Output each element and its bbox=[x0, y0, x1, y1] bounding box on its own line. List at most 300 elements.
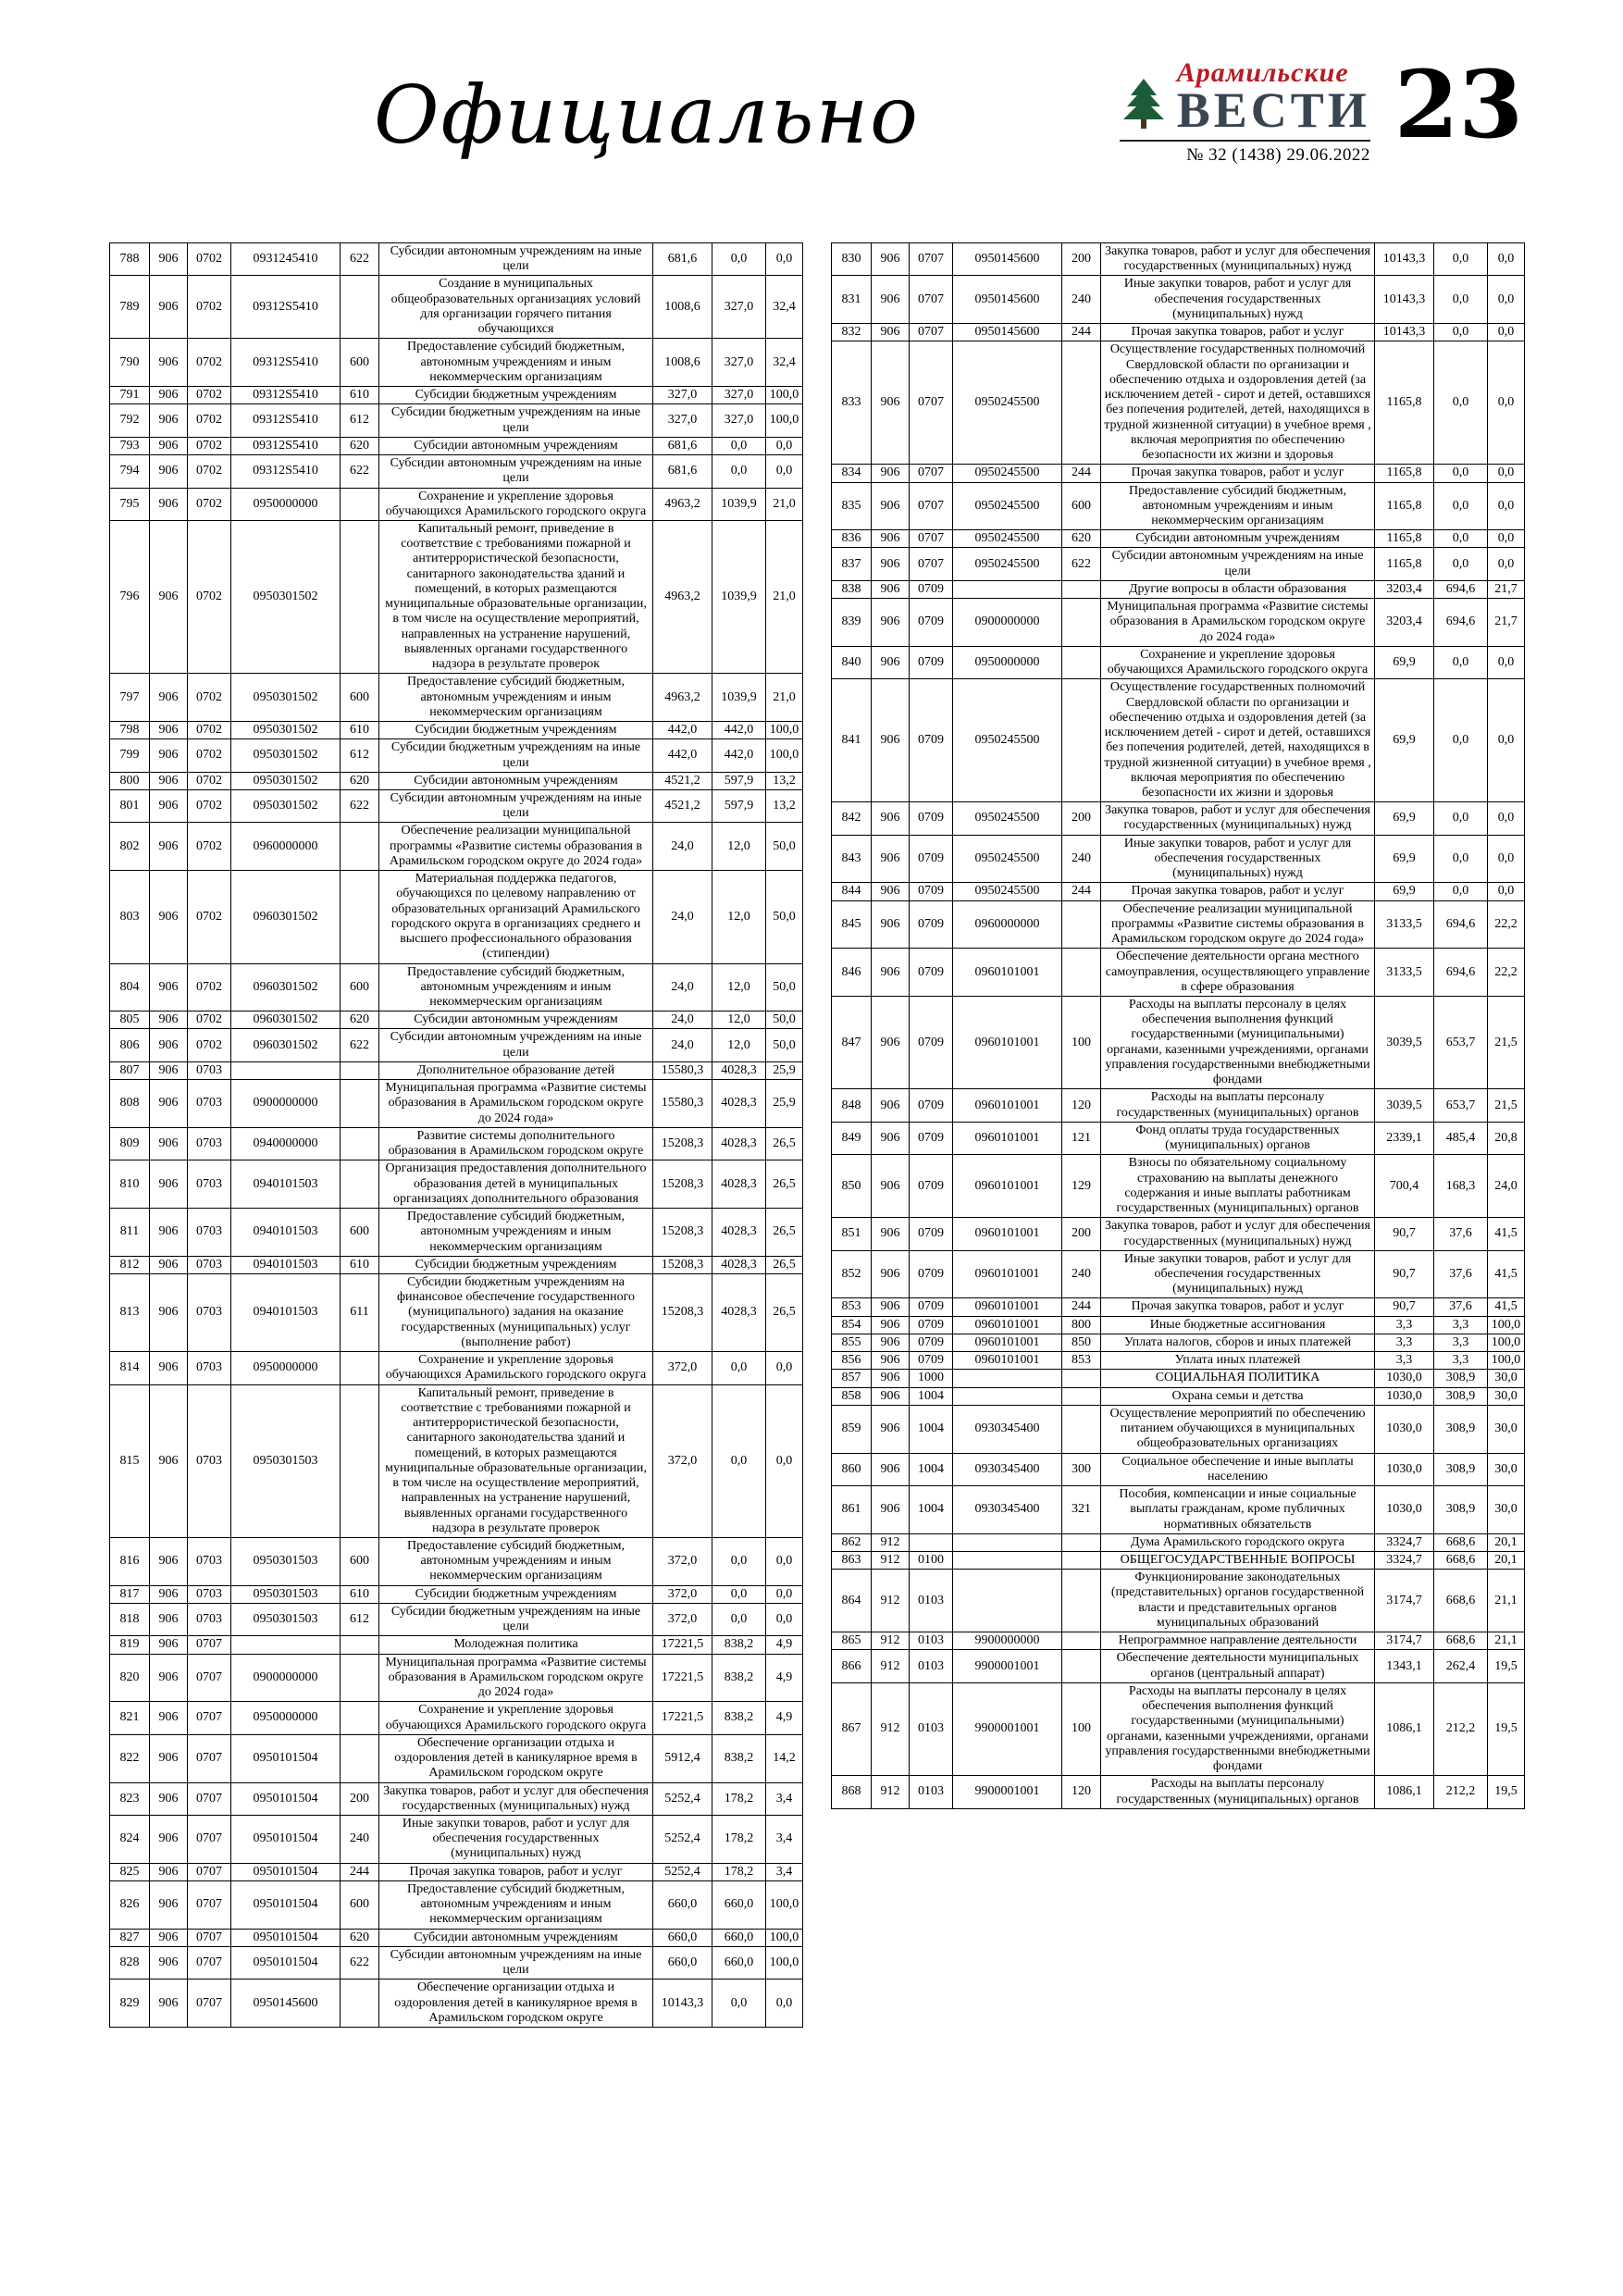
percent-cell: 25,9 bbox=[766, 1061, 803, 1079]
executed-cell: 694,6 bbox=[1434, 580, 1488, 598]
percent-cell: 100,0 bbox=[1488, 1316, 1525, 1334]
section-code-cell: 0703 bbox=[188, 1384, 231, 1537]
section-code-cell: 0707 bbox=[188, 1980, 231, 2028]
executed-cell: 0,0 bbox=[712, 243, 766, 276]
approved-cell: 24,0 bbox=[653, 823, 712, 871]
table-row bbox=[832, 1352, 1525, 1370]
section-code-cell: 0703 bbox=[188, 1061, 231, 1079]
target-article-cell: 0950245500 bbox=[953, 530, 1062, 548]
row-num-cell: 797 bbox=[110, 674, 150, 722]
executed-cell: 442,0 bbox=[712, 739, 766, 772]
item-name-cell: Развитие системы дополнительного образования в Арамильском городском округе bbox=[379, 1127, 653, 1160]
expense-type-cell: 200 bbox=[1062, 802, 1101, 835]
issue-info: № 32 (1438) 29.06.2022 bbox=[1186, 145, 1370, 166]
approved-cell: 17221,5 bbox=[653, 1654, 712, 1702]
grbs-code-cell: 906 bbox=[872, 548, 910, 580]
grbs-code-cell: 906 bbox=[150, 1782, 188, 1815]
percent-cell: 100,0 bbox=[766, 404, 803, 437]
item-name-cell: Субсидии автономным учреждениям на иные цели bbox=[379, 243, 653, 276]
grbs-code-cell: 912 bbox=[872, 1551, 910, 1569]
approved-cell: 3,3 bbox=[1375, 1352, 1434, 1370]
executed-cell: 0,0 bbox=[1434, 341, 1488, 465]
percent-cell: 26,5 bbox=[766, 1256, 803, 1273]
section-code-cell: 0703 bbox=[188, 1537, 231, 1585]
executed-cell: 0,0 bbox=[712, 1352, 766, 1384]
expense-type-cell bbox=[341, 1160, 379, 1209]
target-article-cell: 0950101504 bbox=[231, 1863, 341, 1880]
section-code-cell: 0707 bbox=[188, 1782, 231, 1815]
approved-cell: 24,0 bbox=[653, 1011, 712, 1029]
executed-cell: 327,0 bbox=[712, 404, 766, 437]
item-name-cell: Субсидии бюджетным учреждениям bbox=[379, 1256, 653, 1273]
expense-type-cell bbox=[341, 1654, 379, 1702]
executed-cell: 0,0 bbox=[712, 1384, 766, 1537]
executed-cell: 0,0 bbox=[1434, 679, 1488, 802]
target-article-cell: 0950000000 bbox=[231, 488, 341, 520]
percent-cell: 41,5 bbox=[1488, 1298, 1525, 1316]
target-article-cell: 0960101001 bbox=[953, 997, 1062, 1089]
grbs-code-cell: 906 bbox=[150, 1352, 188, 1384]
target-article-cell: 0960301502 bbox=[231, 1029, 341, 1061]
grbs-code-cell: 906 bbox=[150, 243, 188, 276]
section-code-cell: 0103 bbox=[910, 1650, 953, 1682]
expense-type-cell: 850 bbox=[1062, 1334, 1101, 1351]
percent-cell: 0,0 bbox=[1488, 646, 1525, 678]
section-code-cell: 0703 bbox=[188, 1160, 231, 1209]
row-num-cell: 813 bbox=[110, 1274, 150, 1352]
approved-cell: 17221,5 bbox=[653, 1702, 712, 1734]
target-article-cell: 0950245500 bbox=[953, 341, 1062, 465]
section-code-cell: 0703 bbox=[188, 1274, 231, 1352]
section-code-cell: 0707 bbox=[910, 465, 953, 482]
target-article-cell: 0960101001 bbox=[953, 1089, 1062, 1122]
expense-type-cell: 600 bbox=[341, 339, 379, 387]
expense-type-cell bbox=[341, 1061, 379, 1079]
approved-cell: 15208,3 bbox=[653, 1256, 712, 1273]
item-name-cell: Субсидии автономным учреждениям bbox=[379, 772, 653, 789]
target-article-cell: 0950245500 bbox=[953, 548, 1062, 580]
table-row bbox=[110, 772, 803, 789]
item-name-cell: Субсидии автономным учреждениям bbox=[1101, 530, 1375, 548]
expense-type-cell bbox=[1062, 1387, 1101, 1405]
expense-type-cell: 121 bbox=[1062, 1122, 1101, 1154]
row-num-cell: 821 bbox=[110, 1702, 150, 1734]
target-article-cell: 0931245410 bbox=[231, 243, 341, 276]
approved-cell: 660,0 bbox=[653, 1880, 712, 1929]
table-row bbox=[110, 488, 803, 520]
target-article-cell: 09312S5410 bbox=[231, 437, 341, 454]
brand-name-top: Арамильские bbox=[1176, 57, 1349, 88]
item-name-cell: ОБЩЕГОСУДАРСТВЕННЫЕ ВОПРОСЫ bbox=[1101, 1551, 1375, 1569]
brand-row bbox=[1120, 57, 1370, 138]
expense-type-cell bbox=[1062, 1570, 1101, 1632]
grbs-code-cell: 912 bbox=[872, 1632, 910, 1650]
percent-cell: 50,0 bbox=[766, 823, 803, 871]
expense-type-cell: 120 bbox=[1062, 1089, 1101, 1122]
percent-cell: 32,4 bbox=[766, 276, 803, 339]
executed-cell: 3,3 bbox=[1434, 1352, 1488, 1370]
approved-cell: 10143,3 bbox=[1375, 324, 1434, 341]
section-code-cell: 0707 bbox=[188, 1654, 231, 1702]
section-code-cell: 0702 bbox=[188, 963, 231, 1011]
expense-type-cell bbox=[341, 1384, 379, 1537]
target-article-cell: 0950301502 bbox=[231, 739, 341, 772]
section-code-cell: 0707 bbox=[910, 482, 953, 530]
approved-cell: 3174,7 bbox=[1375, 1632, 1434, 1650]
section-code-cell: 0707 bbox=[188, 1734, 231, 1782]
row-num-cell: 854 bbox=[832, 1316, 872, 1334]
row-num-cell: 868 bbox=[832, 1776, 872, 1808]
row-num-cell: 795 bbox=[110, 488, 150, 520]
row-num-cell: 828 bbox=[110, 1946, 150, 1979]
row-num-cell: 829 bbox=[110, 1980, 150, 2028]
target-article-cell: 0950000000 bbox=[231, 1352, 341, 1384]
approved-cell: 1008,6 bbox=[653, 276, 712, 339]
grbs-code-cell: 906 bbox=[150, 1585, 188, 1603]
approved-cell: 69,9 bbox=[1375, 883, 1434, 900]
approved-cell: 90,7 bbox=[1375, 1298, 1434, 1316]
percent-cell: 26,5 bbox=[766, 1160, 803, 1209]
percent-cell: 4,9 bbox=[766, 1702, 803, 1734]
target-article-cell: 0950101504 bbox=[231, 1734, 341, 1782]
table-row bbox=[832, 1089, 1525, 1122]
table-row bbox=[832, 1316, 1525, 1334]
expense-type-cell: 622 bbox=[341, 455, 379, 488]
percent-cell: 4,9 bbox=[766, 1654, 803, 1702]
executed-cell: 4028,3 bbox=[712, 1160, 766, 1209]
executed-cell: 37,6 bbox=[1434, 1298, 1488, 1316]
section-code-cell: 0702 bbox=[188, 823, 231, 871]
target-article-cell: 0950301502 bbox=[231, 674, 341, 722]
row-num-cell: 802 bbox=[110, 823, 150, 871]
item-name-cell: Прочая закупка товаров, работ и услуг bbox=[1101, 883, 1375, 900]
grbs-code-cell: 906 bbox=[872, 599, 910, 647]
item-name-cell: Обеспечение реализации муниципальной программы «Развитие системы образования в Арамильском городском округе до 2024 года» bbox=[1101, 900, 1375, 949]
target-article-cell: 0950145600 bbox=[953, 276, 1062, 324]
table-row bbox=[832, 1682, 1525, 1775]
grbs-code-cell: 906 bbox=[150, 1537, 188, 1585]
table-row bbox=[832, 1551, 1525, 1569]
percent-cell: 13,2 bbox=[766, 772, 803, 789]
item-name-cell: Иные закупки товаров, работ и услуг для обеспечения государственных (муниципальных) нужд bbox=[379, 1815, 653, 1863]
item-name-cell: Социальное обеспечение и иные выплаты населению bbox=[1101, 1453, 1375, 1485]
item-name-cell: Муниципальная программа «Развитие системы образования в Арамильском городском округе до 2024 года» bbox=[379, 1654, 653, 1702]
section-code-cell: 0702 bbox=[188, 455, 231, 488]
item-name-cell: Субсидии автономным учреждениям bbox=[379, 1929, 653, 1946]
item-name-cell: Капитальный ремонт, приведение в соответствие с требованиями пожарной и антитеррористической безопасности, санитарного законодательства зданий и помещений, в которых размещаются муниципальные образовательные организации, в том числе на осуществление мероприятий, направленных на устранение нарушений, выявленных органами государственного надзора в результате проверок bbox=[379, 520, 653, 673]
target-article-cell: 0950301503 bbox=[231, 1384, 341, 1537]
target-article-cell bbox=[231, 1061, 341, 1079]
item-name-cell: Расходы на выплаты персоналу в целях обеспечения выполнения функций государственными (муниципальными) органами, казенными учреждениями, органами управления государственными внебюджетными фондами bbox=[1101, 997, 1375, 1089]
percent-cell: 0,0 bbox=[1488, 276, 1525, 324]
table-row bbox=[110, 520, 803, 673]
section-code-cell: 0709 bbox=[910, 949, 953, 997]
section-code-cell: 0103 bbox=[910, 1632, 953, 1650]
approved-cell: 15208,3 bbox=[653, 1127, 712, 1160]
table-row bbox=[110, 437, 803, 454]
table-row bbox=[110, 387, 803, 404]
table-row bbox=[832, 997, 1525, 1089]
executed-cell: 4028,3 bbox=[712, 1061, 766, 1079]
percent-cell: 100,0 bbox=[766, 387, 803, 404]
row-num-cell: 850 bbox=[832, 1155, 872, 1218]
executed-cell: 694,6 bbox=[1434, 599, 1488, 647]
executed-cell: 12,0 bbox=[712, 1029, 766, 1061]
expense-type-cell: 129 bbox=[1062, 1155, 1101, 1218]
grbs-code-cell: 906 bbox=[150, 1029, 188, 1061]
executed-cell: 442,0 bbox=[712, 722, 766, 739]
row-num-cell: 798 bbox=[110, 722, 150, 739]
row-num-cell: 789 bbox=[110, 276, 150, 339]
item-name-cell: Обеспечение организации отдыха и оздоровления детей в каникулярное время в Арамильском городском округе bbox=[379, 1734, 653, 1782]
expense-type-cell bbox=[1062, 646, 1101, 678]
item-name-cell: Взносы по обязательному социальному страхованию на выплаты денежного содержания и иные выплаты работникам государственных (муниципальных) органов bbox=[1101, 1155, 1375, 1218]
row-num-cell: 807 bbox=[110, 1061, 150, 1079]
target-article-cell: 09312S5410 bbox=[231, 387, 341, 404]
grbs-code-cell: 906 bbox=[872, 802, 910, 835]
section-code-cell: 0703 bbox=[188, 1256, 231, 1273]
table-row bbox=[832, 465, 1525, 482]
target-article-cell: 0930345400 bbox=[953, 1486, 1062, 1534]
section-code-cell: 0709 bbox=[910, 1122, 953, 1154]
approved-cell: 372,0 bbox=[653, 1384, 712, 1537]
grbs-code-cell: 906 bbox=[872, 1316, 910, 1334]
grbs-code-cell: 906 bbox=[872, 1352, 910, 1370]
executed-cell: 168,3 bbox=[1434, 1155, 1488, 1218]
percent-cell: 0,0 bbox=[766, 1603, 803, 1635]
table-row bbox=[110, 871, 803, 963]
item-name-cell: Субсидии бюджетным учреждениям bbox=[379, 387, 653, 404]
table-row bbox=[110, 1011, 803, 1029]
executed-cell: 653,7 bbox=[1434, 997, 1488, 1089]
approved-cell: 681,6 bbox=[653, 243, 712, 276]
section-code-cell: 0702 bbox=[188, 789, 231, 822]
target-article-cell: 0900000000 bbox=[231, 1080, 341, 1128]
executed-cell: 660,0 bbox=[712, 1929, 766, 1946]
table-row bbox=[110, 1603, 803, 1635]
section-code-cell: 0709 bbox=[910, 900, 953, 949]
table-row bbox=[110, 1080, 803, 1128]
executed-cell: 485,4 bbox=[1434, 1122, 1488, 1154]
section-code-cell: 0707 bbox=[188, 1929, 231, 1946]
item-name-cell: Осуществление мероприятий по обеспечению питанием обучающихся в муниципальных общеобразовательных организациях bbox=[1101, 1405, 1375, 1453]
executed-cell: 212,2 bbox=[1434, 1776, 1488, 1808]
section-code-cell: 0702 bbox=[188, 1011, 231, 1029]
target-article-cell: 0950145600 bbox=[953, 324, 1062, 341]
percent-cell: 0,0 bbox=[1488, 324, 1525, 341]
percent-cell: 0,0 bbox=[1488, 679, 1525, 802]
executed-cell: 308,9 bbox=[1434, 1387, 1488, 1405]
target-article-cell: 0960101001 bbox=[953, 1155, 1062, 1218]
row-num-cell: 831 bbox=[832, 276, 872, 324]
percent-cell: 4,9 bbox=[766, 1636, 803, 1654]
approved-cell: 372,0 bbox=[653, 1585, 712, 1603]
expense-type-cell bbox=[1062, 341, 1101, 465]
grbs-code-cell: 906 bbox=[150, 1980, 188, 2028]
item-name-cell: Субсидии автономным учреждениям на иные цели bbox=[379, 1946, 653, 1979]
row-num-cell: 855 bbox=[832, 1334, 872, 1351]
section-code-cell: 0709 bbox=[910, 1298, 953, 1316]
grbs-code-cell: 906 bbox=[872, 835, 910, 883]
item-name-cell: Расходы на выплаты персоналу государственных (муниципальных) органов bbox=[1101, 1089, 1375, 1122]
expense-type-cell: 622 bbox=[1062, 548, 1101, 580]
expense-type-cell: 240 bbox=[1062, 276, 1101, 324]
percent-cell: 20,8 bbox=[1488, 1122, 1525, 1154]
percent-cell: 26,5 bbox=[766, 1274, 803, 1352]
item-name-cell: Предоставление субсидий бюджетным, автономным учреждениям и иным некоммерческим организациям bbox=[379, 1209, 653, 1257]
approved-cell: 442,0 bbox=[653, 739, 712, 772]
approved-cell: 3,3 bbox=[1375, 1334, 1434, 1351]
approved-cell: 660,0 bbox=[653, 1946, 712, 1979]
percent-cell: 25,9 bbox=[766, 1080, 803, 1128]
target-article-cell: 0950301503 bbox=[231, 1537, 341, 1585]
row-num-cell: 817 bbox=[110, 1585, 150, 1603]
approved-cell: 372,0 bbox=[653, 1537, 712, 1585]
item-name-cell: Уплата налогов, сборов и иных платежей bbox=[1101, 1334, 1375, 1351]
grbs-code-cell: 906 bbox=[150, 455, 188, 488]
grbs-code-cell: 906 bbox=[150, 1127, 188, 1160]
percent-cell: 0,0 bbox=[766, 1537, 803, 1585]
expense-type-cell bbox=[1062, 599, 1101, 647]
grbs-code-cell: 906 bbox=[150, 674, 188, 722]
table-row bbox=[832, 324, 1525, 341]
percent-cell: 26,5 bbox=[766, 1209, 803, 1257]
approved-cell: 5912,4 bbox=[653, 1734, 712, 1782]
row-num-cell: 867 bbox=[832, 1682, 872, 1775]
row-num-cell: 833 bbox=[832, 341, 872, 465]
row-num-cell: 809 bbox=[110, 1127, 150, 1160]
page-number: 23 bbox=[1394, 50, 1523, 159]
item-name-cell: Субсидии автономным учреждениям bbox=[379, 1011, 653, 1029]
percent-cell: 21,1 bbox=[1488, 1570, 1525, 1632]
percent-cell: 100,0 bbox=[766, 739, 803, 772]
grbs-code-cell: 906 bbox=[150, 1815, 188, 1863]
percent-cell: 21,7 bbox=[1488, 599, 1525, 647]
target-article-cell: 0930345400 bbox=[953, 1453, 1062, 1485]
row-num-cell: 834 bbox=[832, 465, 872, 482]
table-row bbox=[832, 1370, 1525, 1387]
section-code-cell: 0703 bbox=[188, 1209, 231, 1257]
row-num-cell: 792 bbox=[110, 404, 150, 437]
item-name-cell: Фонд оплаты труда государственных (муниципальных) органов bbox=[1101, 1122, 1375, 1154]
section-code-cell: 0709 bbox=[910, 580, 953, 598]
percent-cell: 21,5 bbox=[1488, 1089, 1525, 1122]
percent-cell: 21,0 bbox=[766, 488, 803, 520]
approved-cell: 327,0 bbox=[653, 404, 712, 437]
target-article-cell: 0960301502 bbox=[231, 963, 341, 1011]
grbs-code-cell: 906 bbox=[150, 739, 188, 772]
item-name-cell: Обеспечение деятельности муниципальных органов (центральный аппарат) bbox=[1101, 1650, 1375, 1682]
row-num-cell: 856 bbox=[832, 1352, 872, 1370]
target-article-cell: 9900001001 bbox=[953, 1682, 1062, 1775]
section-code-cell: 0702 bbox=[188, 739, 231, 772]
approved-cell: 5252,4 bbox=[653, 1782, 712, 1815]
section-code-cell: 0709 bbox=[910, 1218, 953, 1250]
target-article-cell: 0960000000 bbox=[231, 823, 341, 871]
target-article-cell: 0960101001 bbox=[953, 1218, 1062, 1250]
row-num-cell: 846 bbox=[832, 949, 872, 997]
grbs-code-cell: 906 bbox=[872, 341, 910, 465]
percent-cell: 100,0 bbox=[766, 1929, 803, 1946]
row-num-cell: 826 bbox=[110, 1880, 150, 1929]
executed-cell: 308,9 bbox=[1434, 1405, 1488, 1453]
row-num-cell: 863 bbox=[832, 1551, 872, 1569]
approved-cell: 15580,3 bbox=[653, 1080, 712, 1128]
expense-type-cell bbox=[1062, 900, 1101, 949]
table-row bbox=[110, 1029, 803, 1061]
row-num-cell: 820 bbox=[110, 1654, 150, 1702]
percent-cell: 19,5 bbox=[1488, 1776, 1525, 1808]
grbs-code-cell: 906 bbox=[872, 1089, 910, 1122]
target-article-cell: 0950245500 bbox=[953, 883, 1062, 900]
percent-cell: 0,0 bbox=[766, 1980, 803, 2028]
grbs-code-cell: 906 bbox=[150, 1702, 188, 1734]
percent-cell: 19,5 bbox=[1488, 1650, 1525, 1682]
percent-cell: 30,0 bbox=[1488, 1453, 1525, 1485]
executed-cell: 0,0 bbox=[712, 437, 766, 454]
row-num-cell: 862 bbox=[832, 1533, 872, 1551]
percent-cell: 50,0 bbox=[766, 871, 803, 963]
section-code-cell: 0703 bbox=[188, 1352, 231, 1384]
target-article-cell: 0950245500 bbox=[953, 679, 1062, 802]
table-row bbox=[110, 1160, 803, 1209]
grbs-code-cell: 906 bbox=[872, 1405, 910, 1453]
table-row bbox=[110, 739, 803, 772]
executed-cell: 308,9 bbox=[1434, 1370, 1488, 1387]
executed-cell: 0,0 bbox=[1434, 883, 1488, 900]
grbs-code-cell: 906 bbox=[150, 1929, 188, 1946]
executed-cell: 1039,9 bbox=[712, 674, 766, 722]
table-row bbox=[110, 404, 803, 437]
row-num-cell: 819 bbox=[110, 1636, 150, 1654]
approved-cell: 372,0 bbox=[653, 1352, 712, 1384]
grbs-code-cell: 912 bbox=[872, 1570, 910, 1632]
table-row bbox=[832, 243, 1525, 276]
item-name-cell: Субсидии бюджетным учреждениям на финансовое обеспечение государственного (муниципального) задания на оказание государственных (муниципальных) услуг (выполнение работ) bbox=[379, 1274, 653, 1352]
table-row bbox=[832, 1122, 1525, 1154]
item-name-cell: Прочая закупка товаров, работ и услуг bbox=[1101, 324, 1375, 341]
table-row bbox=[110, 1654, 803, 1702]
target-article-cell: 0900000000 bbox=[953, 599, 1062, 647]
target-article-cell: 0960101001 bbox=[953, 1316, 1062, 1334]
table-row bbox=[110, 1636, 803, 1654]
approved-cell: 3039,5 bbox=[1375, 1089, 1434, 1122]
item-name-cell: Организация предоставления дополнительного образования детей в муниципальных организациях дополнительного образования bbox=[379, 1160, 653, 1209]
table-row bbox=[832, 1486, 1525, 1534]
percent-cell: 100,0 bbox=[1488, 1352, 1525, 1370]
target-article-cell: 0960301502 bbox=[231, 871, 341, 963]
expense-type-cell: 620 bbox=[341, 1011, 379, 1029]
item-name-cell: Пособия, компенсации и иные социальные выплаты гражданам, кроме публичных нормативных обязательств bbox=[1101, 1486, 1375, 1534]
table-row bbox=[110, 1209, 803, 1257]
executed-cell: 327,0 bbox=[712, 387, 766, 404]
section-code-cell: 1004 bbox=[910, 1387, 953, 1405]
approved-cell: 4963,2 bbox=[653, 674, 712, 722]
expense-type-cell: 200 bbox=[341, 1782, 379, 1815]
row-num-cell: 788 bbox=[110, 243, 150, 276]
brand-name-bottom: ВЕСТИ bbox=[1176, 82, 1370, 138]
approved-cell: 90,7 bbox=[1375, 1250, 1434, 1298]
expense-type-cell bbox=[1062, 1370, 1101, 1387]
item-name-cell: Закупка товаров, работ и услуг для обеспечения государственных (муниципальных) нужд bbox=[1101, 802, 1375, 835]
executed-cell: 668,6 bbox=[1434, 1570, 1488, 1632]
grbs-code-cell: 906 bbox=[150, 1636, 188, 1654]
grbs-code-cell: 906 bbox=[150, 1061, 188, 1079]
section-code-cell: 0707 bbox=[188, 1815, 231, 1863]
executed-cell: 3,3 bbox=[1434, 1334, 1488, 1351]
table-row bbox=[110, 1880, 803, 1929]
percent-cell: 30,0 bbox=[1488, 1387, 1525, 1405]
